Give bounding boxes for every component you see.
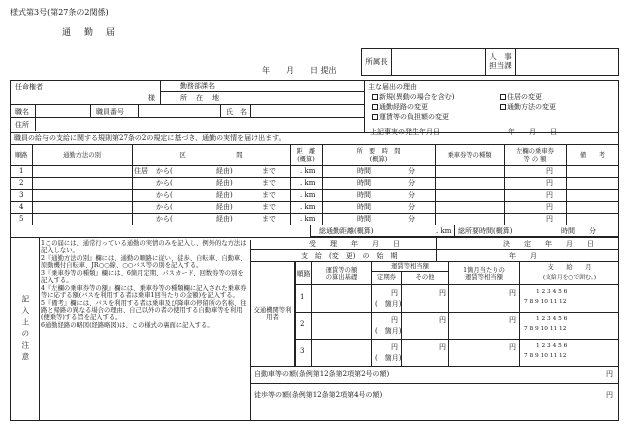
route-row-yen[interactable]: 円 (546, 191, 553, 199)
totals-row (310, 225, 619, 237)
chief-stamp[interactable] (392, 49, 486, 75)
route-row-to[interactable]: まで (262, 179, 276, 187)
office-row-m2[interactable]: 7 8 9 10 11 12 (524, 326, 567, 332)
notes-list (41, 240, 251, 421)
checkbox-icon[interactable] (500, 94, 506, 100)
route-row-to[interactable]: まで (262, 191, 276, 199)
office-row-m2[interactable]: 7 8 9 10 11 12 (524, 353, 567, 359)
decided-label: 決 定 年 月 日 (503, 240, 594, 248)
office-row-months[interactable]: ( 箇月) (375, 300, 402, 308)
route-row-yen[interactable]: 円 (546, 215, 553, 223)
route-row-min[interactable]: 分 (408, 179, 415, 187)
office-monthly-header: 1箇月当たりの 運賃等相当額 (463, 266, 505, 281)
submit-date[interactable]: 年 月 日 提出 (262, 66, 337, 75)
office-other-header: その他 (415, 274, 435, 282)
total-time-label: 総所要時間(概算) (458, 227, 513, 235)
chief-label: 所属長 (362, 49, 392, 75)
route-row-via[interactable]: 経由) (216, 179, 233, 187)
appointer-label: 任命権者 (15, 83, 43, 91)
route-row-km[interactable]: . km (300, 179, 316, 187)
office-pay-header: 支 給 月 (547, 264, 592, 272)
route-header-2: 区 間 (179, 151, 243, 159)
hr-label: 人 事 担当課 (486, 49, 516, 75)
office-row-monthly[interactable]: 円 (509, 316, 516, 324)
sama-label: 様 (148, 94, 155, 102)
occurred-date[interactable]: 年 月 日 (508, 128, 557, 136)
office-row-other[interactable]: 円 (439, 343, 446, 351)
office-row-m1[interactable]: 1 2 3 4 5 6 (536, 289, 568, 295)
hr-stamp[interactable] (516, 49, 618, 75)
reason-route[interactable]: 通勤経路の変更 (372, 103, 428, 111)
route-row-to[interactable]: まで (262, 167, 276, 175)
office-area (251, 238, 619, 421)
route-header-1: 通勤方法の別 (63, 151, 101, 159)
reason-residence[interactable]: 住居の変更 (500, 93, 542, 101)
note-item: 3『乗車券等の種類』欄には、6箇月定期、パスカード、回数券等の別を記入する。 (41, 269, 244, 285)
office-order-header: 順路 (296, 269, 311, 278)
office-pay-sub: (支給月を○で囲む。) (542, 274, 597, 281)
route-header-5: 乗車券等の種類 (447, 151, 492, 159)
route-row-via[interactable]: 経由) (216, 167, 233, 175)
walk-amount-yen[interactable]: 円 (606, 391, 613, 399)
reason-fare[interactable]: 運賃等の負担額の変更 (372, 113, 449, 121)
note-item: 4『左欄の乗車券等の額』欄には、乗車券等の種類欄に記入された乗車券等に応ずる額(バスを利用する者は乗車1回当たりの金額)を記入する。 (41, 284, 247, 300)
office-fare-header: 運賃等相当額 (391, 263, 429, 271)
car-amount-label: 自動車等の額(条例第12条第2項第2号の額) (254, 370, 390, 378)
route-row-time[interactable]: 時間 (357, 167, 371, 175)
route-row-no: 2 (19, 179, 24, 187)
walk-amount-label: 徒歩等の額(条例第12条第2項第4号の額) (254, 391, 383, 399)
name-label: 氏 名 (226, 108, 247, 116)
office-row-other[interactable]: 円 (439, 289, 446, 297)
route-row-km[interactable]: . km (300, 167, 316, 175)
office-teiki-header: 定期券 (377, 274, 396, 282)
route-row-to[interactable]: まで (262, 215, 276, 223)
received-label: 受 理 年 月 日 (309, 240, 400, 248)
route-row-yen[interactable]: 円 (546, 203, 553, 211)
office-row-no: 3 (300, 347, 305, 355)
office-row-monthly[interactable]: 円 (509, 343, 516, 351)
route-row-from[interactable]: から( (156, 215, 173, 223)
reasons-block (368, 83, 616, 91)
employee-block (10, 80, 364, 132)
route-row-min[interactable]: 分 (408, 167, 415, 175)
office-row-monthly[interactable]: 円 (509, 289, 516, 297)
pay-start-label: 支 給 (変 更) の 始 期 (301, 252, 398, 260)
route-row-to[interactable]: まで (262, 203, 276, 211)
office-row-m1[interactable]: 1 2 3 4 5 6 (536, 316, 568, 322)
route-row-no: 4 (19, 203, 24, 211)
total-time-value[interactable]: 時間 分 (561, 227, 596, 235)
route-row-no: 5 (19, 215, 24, 223)
pay-start-date[interactable]: 年 月 (509, 252, 537, 260)
note-item: 5『備考』欄には、バスを利用する者は乗車及び降車の停留所の名称、往路と帰路の異なる場合の理由、自己以外の者の使用する自動車等を利用(便乗等)する旨を記入する。 (41, 299, 247, 322)
route-row-from[interactable]: から( (156, 203, 173, 211)
office-row-yen[interactable]: 円 (391, 343, 398, 351)
checkbox-icon[interactable] (372, 94, 378, 100)
route-row-km[interactable]: . km (300, 215, 316, 223)
transport-user-label: 交通機関等利用者 (251, 262, 295, 366)
route-header-7: 備 考 (579, 151, 606, 159)
route-row-via[interactable]: 経由) (216, 203, 233, 211)
reasons-title: 主な届出の理由 (368, 83, 417, 91)
office-row-months[interactable]: ( 箇月) (375, 354, 402, 362)
route-row-min[interactable]: 分 (408, 191, 415, 199)
route-header-3: 距 離 (概算) (296, 148, 316, 163)
location-label: 所 在 地 (180, 94, 220, 102)
route-header-6: 左欄の乗車券 等 の 額 (516, 148, 554, 163)
route-row-time[interactable]: 時間 (357, 215, 371, 223)
approval-box (361, 48, 619, 76)
note-item: 6通勤経路の略図(経路略図)は、この様式の裏面に記入する。 (41, 322, 214, 330)
route-row-time[interactable]: 時間 (357, 191, 371, 199)
form-number: 様式第3号(第27条の2関係) (10, 8, 109, 17)
route-row-min[interactable]: 分 (408, 203, 415, 211)
route-header-4: 所 要 時 間 (概算) (356, 148, 401, 163)
route-header-0: 順路 (14, 151, 28, 159)
route-row-time[interactable]: 時間 (357, 179, 371, 187)
checkbox-icon[interactable] (372, 114, 378, 120)
office-row-m2[interactable]: 7 8 9 10 11 12 (524, 299, 567, 305)
route-row-min[interactable]: 分 (408, 215, 415, 223)
office-row-no: 1 (300, 293, 305, 301)
office-base-header: 運賃等の額 の算出基礎 (325, 266, 358, 281)
route-row-km[interactable]: . km (300, 191, 316, 199)
route-row-residence: 住居 (134, 167, 148, 175)
route-row-via[interactable]: 経由) (216, 215, 233, 223)
note-item: 1この届には、通常行っている通勤の実情のみを記入し、例外的な方法は記入しない。 (41, 240, 247, 255)
office-row-yen[interactable]: 円 (391, 289, 398, 297)
dept-label: 勤務部課名 (180, 82, 215, 90)
route-table (10, 145, 619, 225)
reason-new[interactable]: 新規(異動の場合を含む) (372, 93, 454, 101)
occurred-label: 上記事実の発生年月日 (370, 128, 440, 136)
route-row-time[interactable]: 時間 (357, 203, 371, 211)
position-label: 職名 (15, 108, 29, 116)
route-row-via[interactable]: 経由) (216, 191, 233, 199)
office-row-yen[interactable]: 円 (391, 316, 398, 324)
address-label: 住所 (15, 121, 29, 129)
route-row-from[interactable]: から( (156, 167, 173, 175)
route-row-no: 1 (19, 167, 24, 175)
office-row-other[interactable]: 円 (439, 316, 446, 324)
form-title: 通 勤 届 (62, 28, 118, 38)
note-item: 2『通勤方法の別』欄には、通勤の順路に従い、徒歩、自転車、自動車、原動機付自転車、JR○○線、○○バス等の別を記入する。 (41, 254, 247, 270)
total-distance-value[interactable]: . km (436, 227, 452, 235)
statement: 職員の給与の支給に関する規則第27条の2の規定に基づき、通勤の実情を届け出ます。 (14, 134, 286, 142)
route-row-yen[interactable]: 円 (546, 179, 553, 187)
office-row-no: 2 (300, 320, 305, 328)
route-row-from[interactable]: から( (156, 191, 173, 199)
route-row-yen[interactable]: 円 (546, 167, 553, 175)
office-row-m1[interactable]: 1 2 3 4 5 6 (536, 343, 568, 349)
office-row-months[interactable]: ( 箇月) (375, 327, 402, 335)
reason-method[interactable]: 通勤方法の変更 (500, 103, 556, 111)
car-amount-yen[interactable]: 円 (606, 370, 613, 378)
route-row-km[interactable]: . km (300, 203, 316, 211)
checkbox-icon[interactable] (372, 104, 378, 110)
staff-no-label: 職員番号 (96, 108, 124, 116)
route-row-from[interactable]: から( (156, 179, 173, 187)
total-distance-label: 総通勤距離(概算) (319, 227, 374, 235)
checkbox-icon[interactable] (500, 104, 506, 110)
route-row-no: 3 (19, 191, 24, 199)
notes-label: 記入上の注意 (10, 238, 40, 421)
